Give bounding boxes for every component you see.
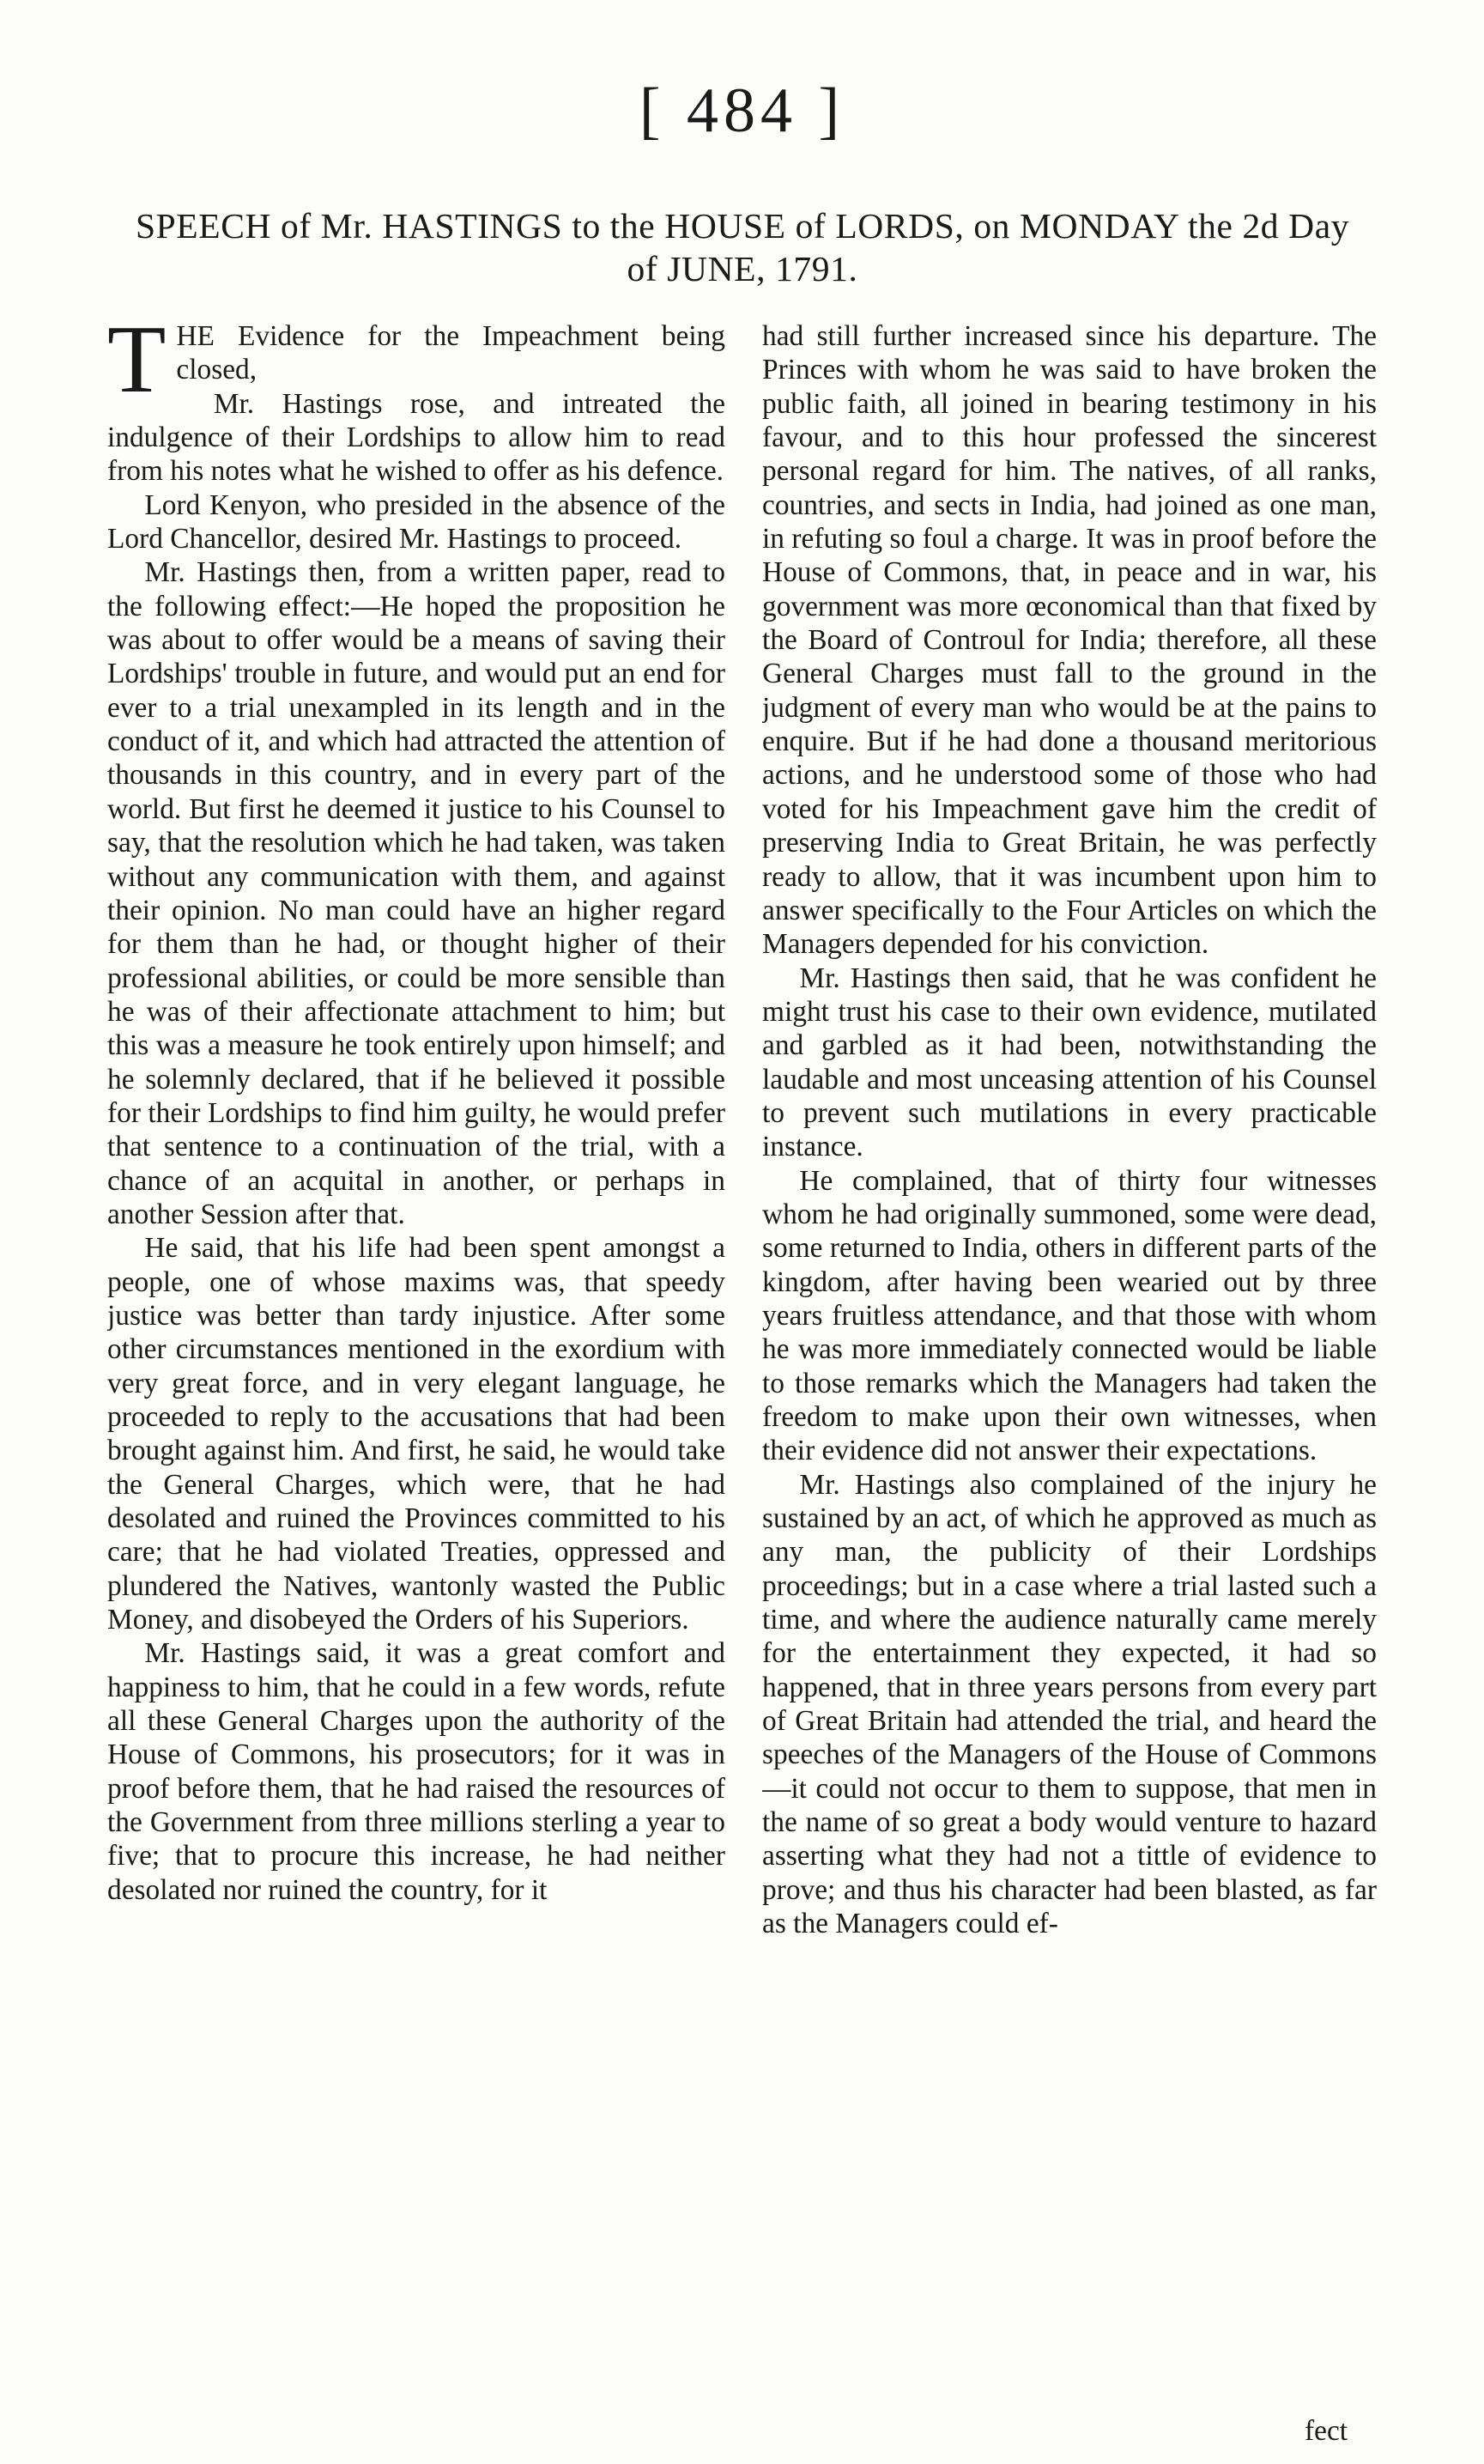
paragraph: He complained, that of thirty four witnesses whom he had originally summoned, some were dead, some returned to India, others in different parts of the kingdom, after having been wearied out by three years fruitless attendance, and that those with whom he was more immediately connected would be liable to those remarks which the Managers had taken the freedom to make upon their own witnesses, when their evidence did not answer their expectations. [762, 1164, 1377, 1467]
paragraph: He said, that his life had been spent amongst a people, one of whose maxims was, that speedy justice was better than tardy injustice. After some other circumstances mentioned in the exordium with very great force, and in very elegant language, he proceeded to reply to the accusations that had been brought against him. And first, he said, he would take the General Charges, which were, that he had desolated and ruined the Provinces committed to his care; that he had violated Treaties, oppressed and plundered the Natives, wantonly wasted the Public Money, and disobeyed the Orders of his Superiors. [107, 1232, 725, 1636]
page-number: [ 484 ] [639, 76, 845, 146]
paragraph-opening [107, 319, 725, 413]
paragraph: Mr. Hastings said, it was a great comfort and happiness to him, that he could in a few words, refute all these General Charges upon the authority of the House of Commons, his prosecutors; for it was in proof before them, that he had raised the resources of the Government from three millions sterling a year to five; that to procure this increase, he had neither desolated nor ruined the country, for it [107, 1637, 725, 1906]
paragraph: Mr. Hastings rose, and intreated the indulgence of their Lordships to allow him to read from his notes what he wished to offer as his defence. [107, 387, 725, 488]
paragraph: Mr. Hastings then, from a written paper, read to the following effect:—He hoped the proposition he was about to offer would be a means of saving their Lordships' trouble in future, and would put an end for ever to a trial unexampled in its length and in the conduct of it, and which had attracted the attention of thousands in this country, and in every part of the world. But first he deemed it justice to his Counsel to say, that the resolution which he had taken, was taken without any communication with them, and against their opinion. No man could have an higher regard for them than he had, or thought higher of their professional abilities, or could be more sensible than he was of their affectionate attachment to him; but this was a measure he took entirely upon himself; and he solemnly declared, that if he believed it possible for their Lordships to find him guilty, he would prefer that sentence to a continuation of the trial, with a chance of an acquital in another, or perhaps in another Session after that. [107, 556, 725, 1230]
column-gutter [735, 319, 736, 2397]
catchword: fect [1305, 2415, 1348, 2447]
paragraph: Lord Kenyon, who presided in the absence of the Lord Chancellor, desired Mr. Hastings to proceed. [107, 489, 725, 555]
article-title-line-1: SPEECH of Mr. HASTINGS to the HOUSE of LORDS, on MONDAY the 2d Day [135, 206, 1350, 246]
paragraph: Mr. Hastings also complained of the injury he sustained by an act, of which he approved as much as any man, the publicity of their Lordships proceedings; but in a case where a trial lasted such a time, and where the audience naturally came merely for the entertainment they expected, it had so happened, that in three years persons from every part of Great Britain had attended the trial, and heard the speeches of the Managers of the House of Commons—it could not occur to them to suppose, that men in the name of so great a body would venture to hazard asserting what they had not a tittle of evidence to prove; and thus his character had been blasted, as far as the Managers could ef- [762, 1468, 1377, 1940]
right-column [762, 319, 1377, 2414]
paragraph: Mr. Hastings then said, that he was confident he might trust his case to their own evidence, mutilated and garbled as it had been, notwithstanding the laudable and most unceasing attention of his Counsel to prevent such mutilations in every practicable instance. [762, 962, 1377, 1163]
article-title-line-2: of JUNE, 1791. [627, 249, 858, 288]
paragraph-continued: had still further increased since his departure. The Princes with whom he was said to have broken the public faith, all joined in bearing testimony in his favour, and to this hour professed the sincerest personal regard for him. The natives, of all ranks, countries, and sects in India, had joined as one man, in refuting so foul a charge. It was in proof before the House of Commons, that, in peace and in war, his government was more œconomical than that fixed by the Board of Controul for India; therefore, all these General Charges must fall to the ground in the judgment of every man who would be at the pains to enquire. But if he had done a thousand meritorious actions, and he understood some of those who had voted for his Impeachment gave him the credit of preserving India to Great Britain, he was perfectly ready to allow, that it was incumbent upon him to answer specifically to the Four Articles on which the Managers depended for his conviction. [762, 320, 1377, 961]
article-title [94, 204, 1390, 290]
left-column [107, 319, 725, 2414]
paragraph-text: HE Evidence for the Impeachment being closed, [176, 320, 725, 386]
drop-cap: T [107, 319, 167, 413]
